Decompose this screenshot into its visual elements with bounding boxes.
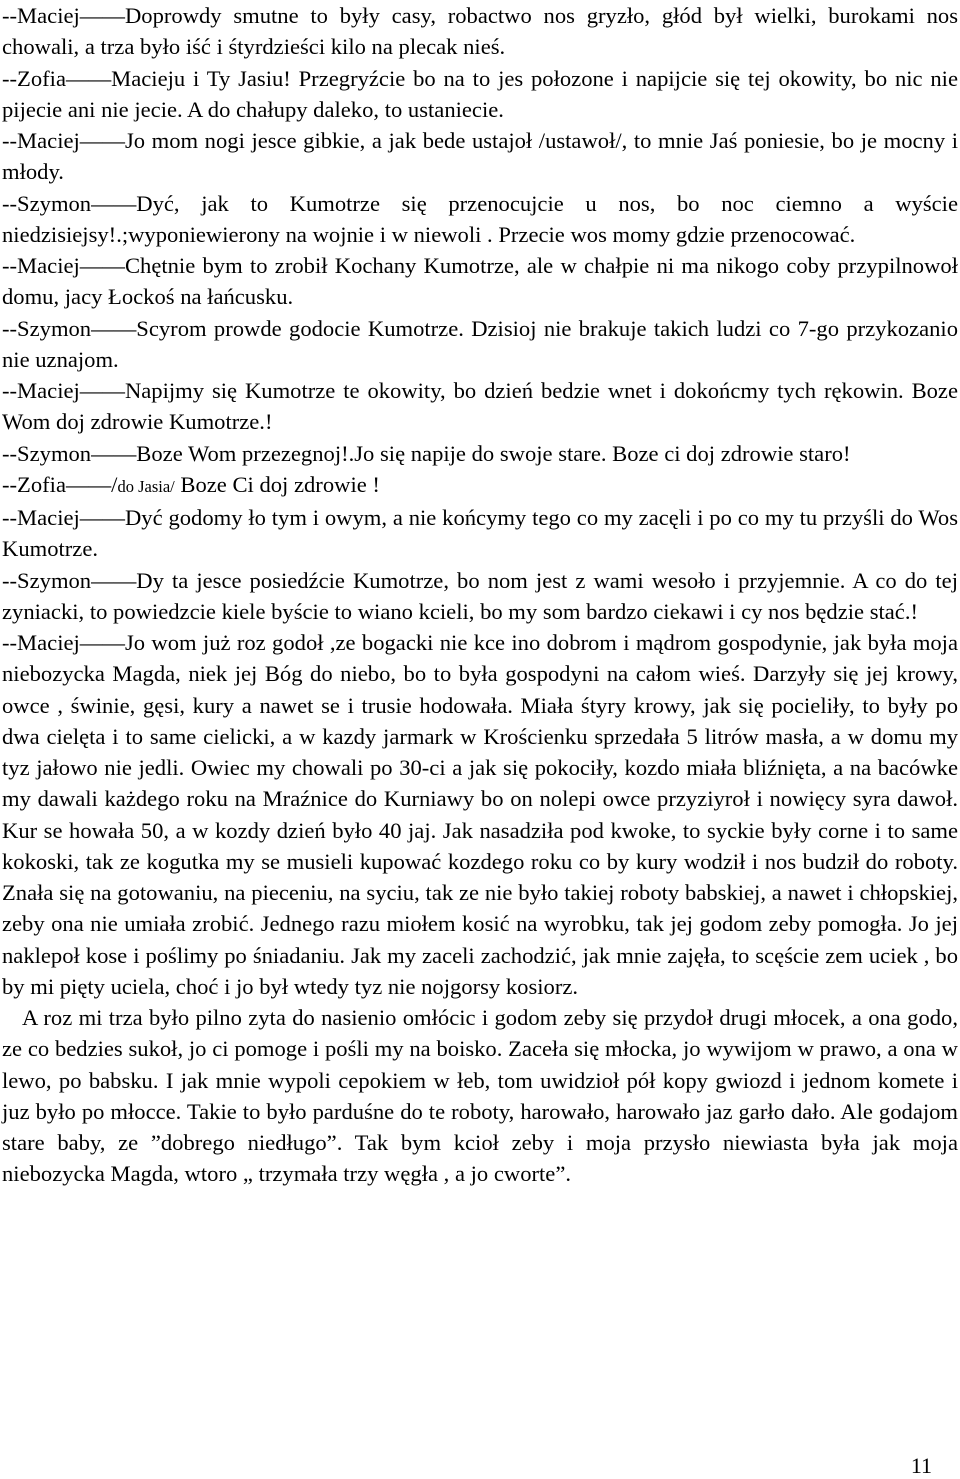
paragraph-4: --Szymon——Dyć, jak to Kumotrze się przenocujcie u nos, bo noc ciemno a wyście niedzisiejsy!.;wyponiewierony na wojnie i w niewoli . Przecie wos momy gdzie przenocować.: [2, 190, 958, 247]
zofia-aside: do Jasia/: [117, 476, 175, 496]
paragraph-3: --Maciej——Jo mom nogi jesce gibkie, a jak bede ustajoł /ustawoł/, to mnie Jaś poniesie, bo je mocny i młody.: [2, 128, 958, 185]
paragraph-zofia: [2, 469, 958, 502]
zofia-speaker: --Zofia——/: [2, 471, 118, 497]
page-number: 11: [910, 1453, 932, 1478]
paragraph-10: --Szymon——Dy ta jesce posiedźcie Kumotrze, bo nom jest z wami wesoło i przyjemnie. A co do tej zyniacki, to powiedzcie kiele byście to wiano kcieli, bo my som bardzo ciekawi i cy nos będzie stać.!: [2, 567, 958, 624]
paragraph-11: --Maciej——Jo wom już roz godoł ,ze bogacki nie kce ino dobrom i mądrom gospodynie, jak była moja niebozycka Magda, niek jej Bóg do niebo, bo to była gospodyni na całom wieś. Darzyły się jej krowy, owce , świnie, gęsi, kury a nawet se i trusie hodowała. Miała śtyry krowy, jak się pocieliły, to były po dwa cielęta i to same cielicki, a w kazdy jarmark w Krościenku sprzedała 5 litrów masła, a w domu my tyz jałowo nie jedli. Owiec my chowali po 30-ci a jak się pokociły, kozdo miała bliźnięta, a na bacówke my dawali każdego roku na Mraźnice do Kurniawy bo on nolepi owce przyziyroł i nowięcy syra dawoł. Kur se howała 50, a w kozdy dzień było 40 jaj. Jak nasadziła pod kwoke, to syckie były corne i to same kokoski, tak ze kogutka my se musieli kupować kozdego roku co by kury wodził i nos budził do roboty. Znała się na gotowaniu, na pieceniu, na syciu, tak ze nie było takiej roboty babskiej, a nawet i chłopskiej, zeby ona nie umiała zrobić. Jednego razu miołem kosić na wyrobku, tak jej godom zeby pomogła. Jo jej naklepoł kose i poślimy po śniadaniu. Jak my zaceli zachodzić, jak mnie zajęła, to scęście zem uciek , bo by mi pięty uciela, choć i jo był wtedy tyz nie nojgorsy kosiorz.: [2, 630, 958, 999]
paragraph-6: --Szymon——Scyrom prowde godocie Kumotrze. Dzisioj nie brakuje takich ludzi co 7-go przykozanio nie uznajom.: [2, 315, 958, 372]
paragraph-12: A roz mi trza było pilno zyta do nasienio omłócic i godom zeby się przydoł drugi młocek, a ona godo, ze co bedzies sukoł, jo ci pomoge i pośli my na boisko. Zaceła się młocka, jo wywijom w prawo, a ona w lewo, po babsku. I jak mnie wypoli cepokiem w łeb, tom uwidzioł pół kopy gwiozd i jednom komete i juz było po młocce. Takie to było parduśne do te roboty, harowało, harowało jaz garło dało. Ale godajom stare baby, ze ”dobrego niedługo”. Tak bym kcioł zeby i moja przysło niewiasta była jak moja niebozycka Magda, wtoro „ trzymała trzy węgła , a jo cworte”.: [2, 1005, 958, 1187]
paragraph-5: --Maciej——Chętnie bym to zrobił Kochany Kumotrze, ale w chałpie ni ma nikogo coby przypilnowoł domu, jacy Łockoś na łańcusku.: [2, 253, 958, 310]
paragraph-9: --Maciej——Dyć godomy ło tym i owym, a nie końcymy tego co my zacęli i po co my tu przyśli do Wos Kumotrze.: [2, 505, 958, 562]
zofia-rest: Boze Ci doj zdrowie !: [174, 471, 380, 497]
paragraph-7: --Maciej——Napijmy się Kumotrze te okowity, bo dzień bedzie wnet i dokońcmy tych rękowin. Boze Wom doj zdrowie Kumotrze.!: [2, 378, 958, 435]
paragraph-1: --Maciej——Doprowdy smutne to były casy, robactwo nos gryzło, głód był wielki, burokami nos chowali, a trza było iść i śtyrdzieści kilo na plecak nieś.: [2, 3, 958, 60]
paragraph-2: --Zofia——Macieju i Ty Jasiu! Przegryźcie bo na to jes połozone i napijcie się tej okowity, bo nic nie pijecie ani nie jecie. A do chałupy daleko, to ustaniecie.: [2, 65, 958, 122]
document-page: [2, 0, 958, 1190]
paragraph-8: --Szymon——Boze Wom przezegnoj!.Jo się napije do swoje stare. Boze ci doj zdrowie staro!: [2, 440, 851, 466]
